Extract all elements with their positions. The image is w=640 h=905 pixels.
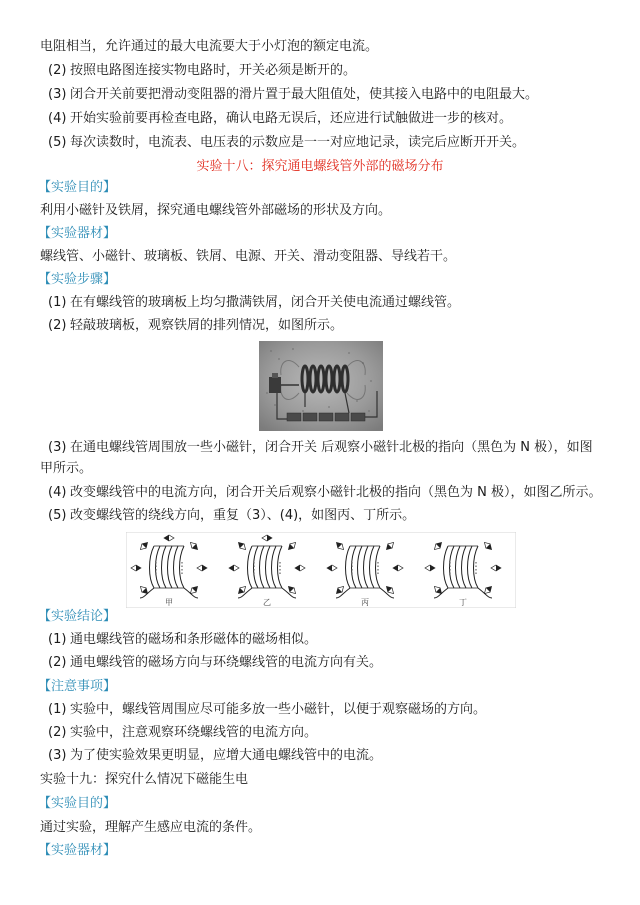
text-line: 电阻相当，允许通过的最大电流要大于小灯泡的额定电流。 — [40, 39, 379, 54]
list-item: (1) 通电螺线管的磁场和条形磁体的磁场相似。 — [48, 632, 318, 647]
list-item: (3) 为了使实验效果更明显，应增大通电螺线管中的电流。 — [48, 748, 383, 763]
list-item: (4) 开始实验前要再检查电路，确认电路无误后，还应进行试触做进一步的核对。 — [48, 111, 513, 126]
list-item: (1) 在有螺线管的玻璃板上均匀撒满铁屑，闭合开关使电流通过螺线管。 — [48, 295, 461, 310]
figure-label: 甲 — [165, 598, 173, 607]
section-heading: 【实验目的】 — [38, 180, 117, 195]
list-item: (4) 改变螺线管中的电流方向，闭合开关后观察小磁针北极的指向（黑色为 N 极），如图乙所示。 — [48, 485, 602, 500]
section-heading: 【实验步骤】 — [38, 272, 117, 287]
figure-label: 丙 — [361, 598, 369, 607]
iron-filings-photo — [259, 341, 383, 431]
text-line: 通过实验，理解产生感应电流的条件。 — [40, 820, 262, 835]
list-item: (3) 闭合开关前要把滑动变阻器的滑片置于最大阻值处，使其接入电路中的电阻最大。 — [48, 87, 539, 102]
section-heading: 【实验器材】 — [38, 226, 117, 241]
list-item: (2) 轻敲玻璃板，观察铁屑的排列情况，如图所示。 — [48, 318, 344, 333]
list-item: (2) 按照电路图连接实物电路时，开关必须是断开的。 — [48, 63, 357, 78]
section-heading: 【实验器材】 — [38, 843, 117, 858]
list-item: (2) 实验中，注意观察环绕螺线管的电流方向。 — [48, 725, 318, 740]
list-item: (1) 实验中，螺线管周围应尽可能多放一些小磁针，以便于观察磁场的方向。 — [48, 702, 487, 717]
list-item: (2) 通电螺线管的磁场方向与环绕螺线管的电流方向有关。 — [48, 655, 383, 670]
figure-label: 丁 — [459, 598, 467, 607]
text-line: 甲所示。 — [40, 461, 93, 476]
text-line: 利用小磁针及铁屑，探究通电螺线管外部磁场的形状及方向。 — [40, 203, 392, 218]
list-item: (5) 每次读数时，电流表、电压表的示数应是一一对应地记录，读完后应断开开关。 — [48, 135, 526, 150]
text-line: 螺线管、小磁针、玻璃板、铁屑、电源、开关、滑动变阻器、导线若干。 — [40, 249, 457, 264]
list-item: (3) 在通电螺线管周围放一些小磁针，闭合开关 后观察小磁针北极的指向（黑色为 N 极），如图 — [48, 440, 593, 455]
figure-label: 乙 — [263, 598, 271, 607]
section-heading: 【实验目的】 — [38, 796, 117, 811]
solenoid-compass-figure — [126, 532, 516, 608]
section-heading: 【实验结论】 — [38, 609, 117, 624]
list-item: (5) 改变螺线管的绕线方向，重复（3）、(4)，如图丙、丁所示。 — [48, 508, 416, 523]
section-title: 实验十八：探究通电螺线管外部的磁场分布 — [196, 159, 444, 174]
section-title: 实验十九：探究什么情况下磁能生电 — [40, 772, 249, 787]
section-heading: 【注意事项】 — [38, 679, 117, 694]
